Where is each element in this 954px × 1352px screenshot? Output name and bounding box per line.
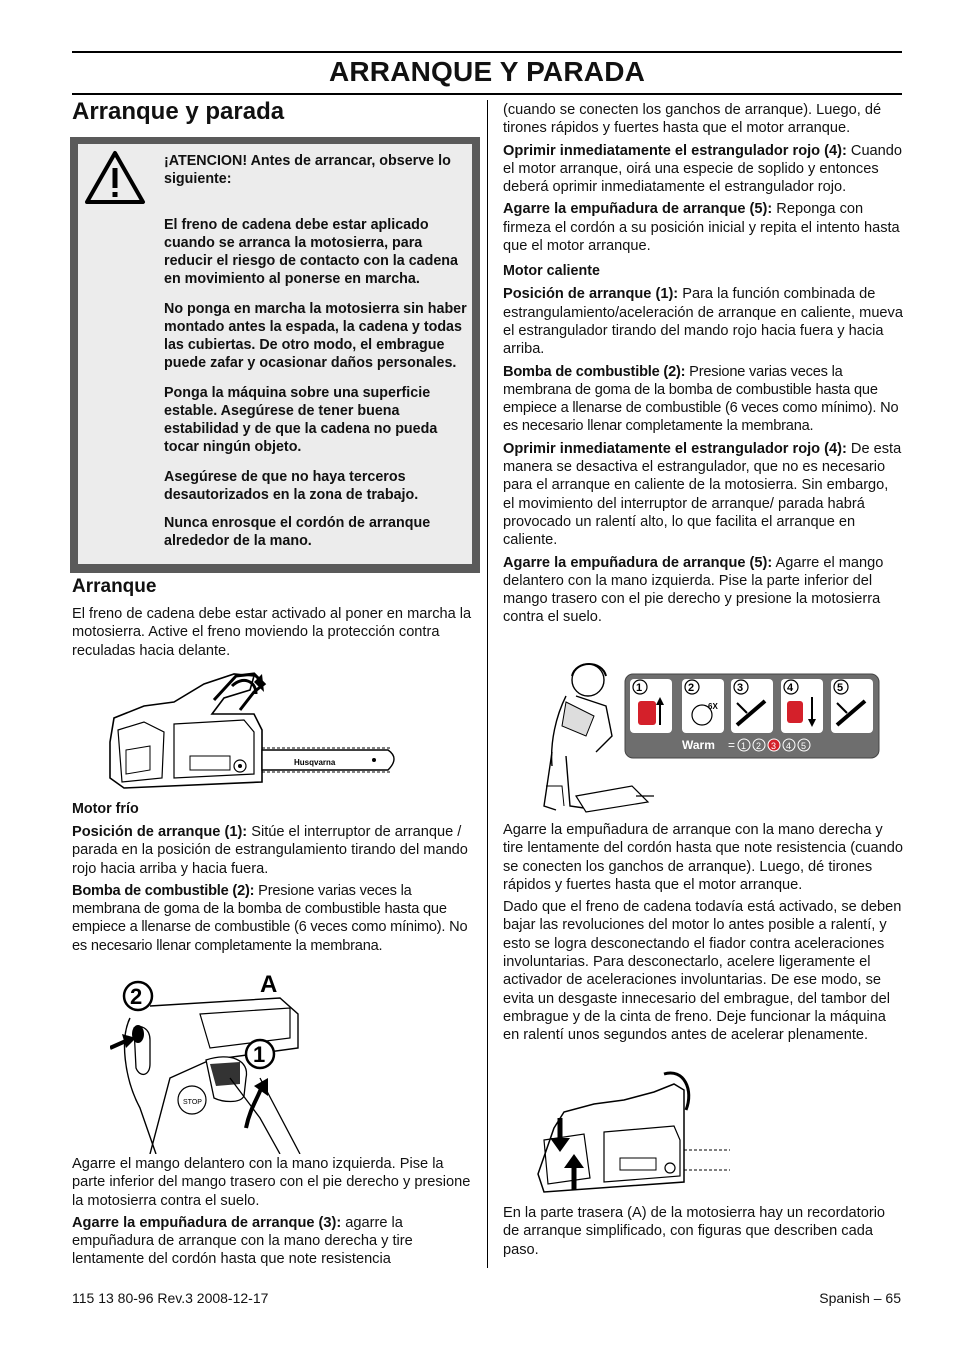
warning-paragraph: Ponga la máquina sobre una superficie estable. Asegúrese de tener buena estabilidad y de que la cadena no pueda tocar ningún objeto. bbox=[164, 385, 438, 455]
paragraph bbox=[72, 1214, 472, 1269]
arranque-intro-text: El freno de cadena debe estar activado al poner en marcha la motosierra. Active el freno moviendo la protección contra reculadas hacia delante. bbox=[72, 606, 472, 659]
start-decal bbox=[624, 673, 880, 759]
bold-lead: Agarre la empuñadura de arranque (3): bbox=[72, 1214, 342, 1231]
decal-step-label: 1 bbox=[636, 682, 643, 694]
paragraph bbox=[503, 142, 903, 197]
warning-box-inner bbox=[78, 144, 472, 564]
paragraph-text: Agarre la empuñadura de arranque con la mano derecha y tire lentamente del cordón hasta que note resistencia (cuando se conecten los ganchos de arranque). Luego, dé tirones rápidos y fuertes hasta que el motor arranque. bbox=[503, 822, 903, 893]
chainsaw-brand-label: Husqvarna bbox=[294, 758, 336, 767]
warning-text bbox=[164, 152, 474, 562]
paragraph bbox=[503, 200, 903, 255]
header-top-rule bbox=[72, 51, 902, 53]
decal-pump-count: 6X bbox=[708, 702, 718, 711]
decal-warm-label: Warm bbox=[682, 738, 715, 752]
paragraph-text: Reponga con firmeza el cordón a su posición inicial y repita el intento hasta que el motor arranque. bbox=[503, 201, 900, 255]
warning-paragraph: No ponga en marcha la motosierra sin haber montado antes la espada, la cadena y todas las cubiertas. De otro modo, el embrague puede zafar y ocasionar daños personales. bbox=[164, 301, 467, 371]
paragraph bbox=[72, 823, 472, 878]
start-position-figure bbox=[110, 968, 310, 1154]
paragraph-text: Para la función combinada de estrangulamiento/aceleración de arranque en caliente, mueva el estrangulador tirando del mando rojo hacia fuera y hacia arriba. bbox=[503, 286, 903, 358]
bold-lead: Bomba de combustible (2): bbox=[503, 363, 686, 380]
chainsaw-throttle-figure bbox=[534, 1070, 734, 1198]
page-header-title: ARRANQUE Y PARADA bbox=[328, 56, 646, 87]
paragraph bbox=[503, 363, 903, 436]
fig-label-a: A bbox=[260, 971, 278, 998]
bold-lead: Agarre la empuñadura de arranque (5): bbox=[503, 554, 773, 571]
motor-frio-heading: Motor frío bbox=[72, 801, 139, 817]
decal-warm-step: 3 bbox=[771, 741, 777, 751]
paragraph-text: En la parte trasera (A) de la motosierra hay un recordatorio de arranque simplificado, con figuras que describen cada paso. bbox=[503, 1205, 886, 1258]
decal-step-label: 5 bbox=[837, 682, 844, 694]
paragraph-text: Dado que el freno de cadena todavía está activado, se deben bajar las revoluciones del motor lo antes posible a ralentí, y esto se logra desconectando el fiador contra aceleraciones involuntarias. Para desconectarlo, acelere ligeramente el activador de aceleraciones involuntarias. De ese modo, se evita un desgaste innecesario del embrague, del tambor del embrague y de la cinta de freno. Deje funcionar la máquina en ralentí unos segundos antes de acelerar plenamente. bbox=[503, 899, 902, 1044]
bold-lead: Oprimir inmediatamente el estrangulador rojo (4): bbox=[503, 440, 847, 457]
right-top-text bbox=[503, 101, 903, 631]
section-title: Arranque y parada bbox=[72, 98, 285, 125]
paragraph-text: Sitúe el interruptor de arranque / parada en la posición de estrangulamiento tirando del mando rojo hacia arriba y hacia fuera. bbox=[72, 824, 468, 877]
decal-step-label: 3 bbox=[737, 682, 744, 694]
stop-label: STOP bbox=[183, 1099, 202, 1106]
warning-paragraph: Nunca enrosque el cordón de arranque alrededor de la mano. bbox=[164, 515, 431, 549]
paragraph bbox=[503, 440, 903, 550]
left-bottom-text bbox=[72, 1155, 472, 1273]
decal-warm-step: 5 bbox=[801, 741, 807, 751]
arranque-intro bbox=[72, 605, 472, 664]
decal-warm-step: 1 bbox=[741, 741, 747, 751]
chainsaw-brake-figure bbox=[104, 670, 404, 794]
footer-page-number: Spanish – 65 bbox=[819, 1290, 901, 1306]
paragraph-text: agarre la empuñadura de arranque con la mano derecha y tire lentamente del cordón hasta que note resistencia bbox=[72, 1214, 413, 1268]
paragraph-text: Agarre el mango delantero con la mano izquierda. Pise la parte inferior del mango trasero con el pie derecho y presione la motosierra contra el suelo. bbox=[72, 1156, 471, 1209]
footer-doc-number: 115 13 80-96 Rev.3 2008-12-17 bbox=[72, 1290, 269, 1306]
paragraph-text: Agarre el mango delantero con la mano izquierda. Pise la parte inferior del mango trasero con el pie derecho y presione la motosierra contra el suelo. bbox=[503, 554, 884, 626]
paragraph-text: Presione varias veces la membrana de goma de la bomba de combustible hasta que empiece a llenarse de combustible (6 veces como mínimo). No es necesario llenar completamente la membrana. bbox=[72, 882, 468, 954]
column-divider bbox=[487, 100, 488, 1268]
motor-caliente-heading: Motor caliente bbox=[503, 263, 600, 280]
bold-lead: Agarre la empuñadura de arranque (5): bbox=[503, 201, 773, 218]
motor-frio-block bbox=[72, 801, 472, 959]
paragraph-text: Cuando el motor arranque, oirá una especie de soplido y entonces deberá oprimir inmediatamente el estrangulador rojo. bbox=[503, 142, 903, 196]
right-final-text bbox=[503, 1204, 903, 1263]
decal-warm-step: 4 bbox=[786, 741, 792, 751]
bold-lead: Bomba de combustible (2): bbox=[72, 882, 255, 899]
paragraph bbox=[503, 554, 903, 627]
fig-label-one: 1 bbox=[253, 1042, 266, 1067]
bold-lead: Posición de arranque (1): bbox=[72, 824, 248, 840]
bold-lead: Posición de arranque (1): bbox=[503, 286, 679, 303]
warning-paragraph: El freno de cadena debe estar aplicado cuando se arranca la motosierra, para reducir el riesgo de contacto con la cadena en movimiento al ponerse en marcha. bbox=[164, 217, 458, 287]
paragraph-text: De esta manera se desactiva el estrangulador, que no es necesario para el arranque en caliente de la motosierra. Sin embargo, el movimiento del interruptor de arranque/ parada habrá provocado un ralentí alto, lo que facilita el arranque en caliente. bbox=[503, 440, 902, 549]
paragraph-text: (cuando se conecten los ganchos de arranque). Luego, dé tirones rápidos y fuertes hasta que el motor arranque. bbox=[503, 102, 882, 137]
fig-label-two: 2 bbox=[130, 984, 143, 1009]
warning-paragraph: ¡ATENCION! Antes de arrancar, observe lo siguiente: bbox=[164, 153, 451, 187]
decal-warm-step: 2 bbox=[756, 741, 762, 751]
decal-step-label: 2 bbox=[688, 682, 695, 694]
right-bottom-text bbox=[503, 821, 903, 1049]
paragraph bbox=[72, 882, 472, 955]
warning-box bbox=[70, 137, 480, 573]
decal-step-label: 4 bbox=[787, 682, 794, 694]
warning-paragraph: Asegúrese de que no haya terceros desautorizados en la zona de trabajo. bbox=[164, 469, 419, 503]
svg-text:=: = bbox=[728, 738, 736, 752]
header-bottom-rule bbox=[72, 93, 902, 95]
bold-lead: Oprimir inmediatamente el estrangulador rojo (4): bbox=[503, 142, 847, 159]
paragraph bbox=[503, 285, 903, 358]
arranque-heading: Arranque bbox=[72, 576, 157, 597]
paragraph-text: Presione varias veces la membrana de goma de la bomba de combustible hasta que empiece a llenarse de combustible (6 veces como mínimo). No es necesario llenar completamente la membrana. bbox=[503, 363, 899, 435]
warning-triangle-icon bbox=[84, 150, 146, 206]
